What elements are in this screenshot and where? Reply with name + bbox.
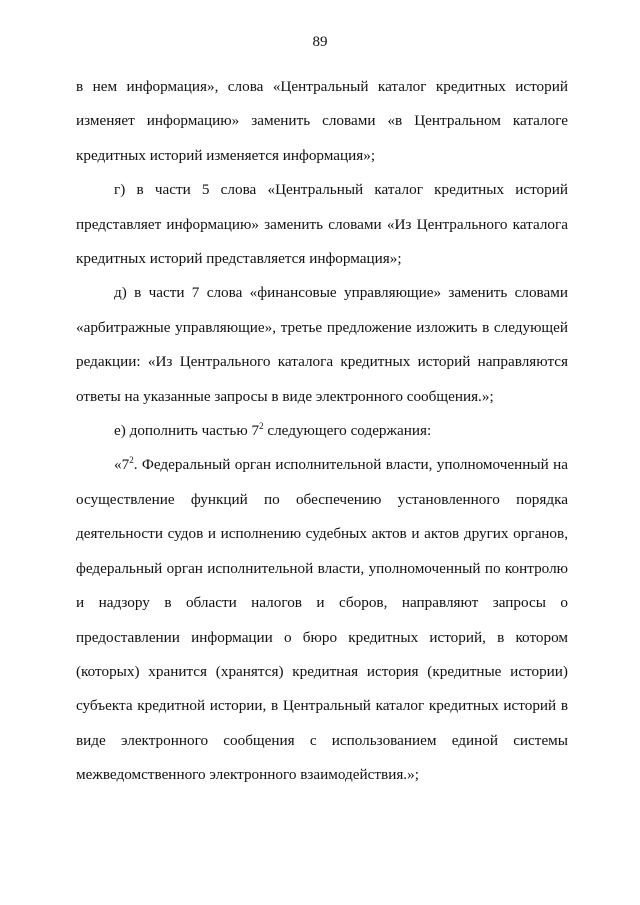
paragraph-5	[76, 448, 568, 792]
paragraph-1: в нем информация», слова «Центральный каталог кредитных историй изменяет информацию» заменить словами «в Центральном каталоге кредитных историй изменяется информация»;	[76, 78, 568, 164]
superscript: 2	[259, 421, 264, 432]
paragraph-5-text-end: . Федеральный орган исполнительной власти, уполномоченный на осуществление функций по обеспечению установленного порядка деятельности судов и исполнению судебных актов и актов других органов, федеральный орган исполнительной власти, уполномоченный по контролю и надзору в области налогов и сборов, направляют запросы о предоставлении информации о бюро кредитных историй, в котором (которых) хранится (хранятся) кредитная история (кредитные истории) субъекта кредитной истории, в Центральный каталог кредитных историй в виде электронного сообщения с использованием единой системы межведомственного электронного взаимодействия.»;	[76, 456, 568, 784]
page-number: 89	[312, 34, 328, 50]
paragraph-4	[76, 414, 568, 448]
paragraph-2: г) в части 5 слова «Центральный каталог кредитных историй представляет информацию» заменить словами «Из Центрального каталога кредитных историй представляется информация»;	[76, 181, 568, 268]
paragraph-4-text-end: следующего содержания:	[263, 422, 432, 440]
paragraph-3: д) в части 7 слова «финансовые управляющие» заменить словами «арбитражные управляющие», третье предложение изложить в следующей редакции: «Из Центрального каталога кредитных историй направляются ответы на указанные запросы в виде электронного сообщения.»;	[76, 284, 568, 405]
superscript: 2	[129, 455, 134, 466]
paragraph-4-text: е) дополнить частью 7	[114, 422, 260, 440]
document-body	[76, 70, 568, 793]
paragraph-5-text: «7	[114, 456, 130, 474]
